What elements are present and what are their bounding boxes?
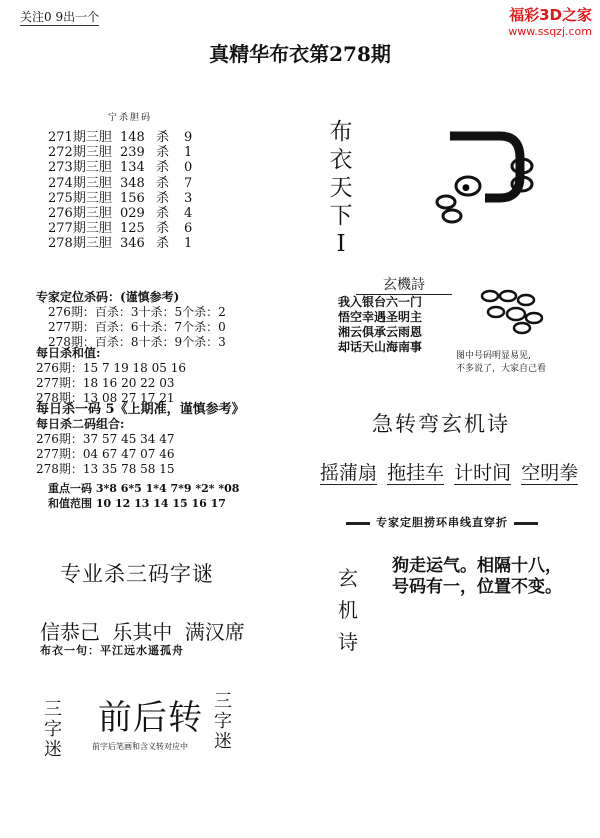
- three-dan-period: 278期三胆: [48, 236, 112, 252]
- poem-line: 却话天山海南事: [338, 340, 423, 354]
- image-note-line: 不多说了，大家自己看: [456, 364, 547, 374]
- three-dan-period: 276期三胆: [48, 206, 112, 222]
- dog-verse: [392, 556, 562, 598]
- xuanji-vertical: 玄机诗: [338, 566, 358, 654]
- three-dan-nums: 346: [120, 236, 145, 252]
- site-brand[interactable]: [508, 4, 592, 38]
- section-subtitle: 宁杀胆码: [108, 113, 153, 123]
- three-dan-row: [48, 236, 192, 251]
- daily-two-heading: 每日杀二码组合:: [36, 417, 125, 431]
- divider: [514, 522, 538, 525]
- key-one-line: 重点一码 3*8 6*5 1*4 7*9 *2* *08: [48, 482, 240, 495]
- three-dan-kill: 0: [184, 160, 193, 176]
- three-dan-row: [48, 130, 192, 145]
- three-dan-row: [48, 191, 192, 206]
- three-dan-nums: 134: [120, 160, 145, 176]
- poem-line: 我入银台六一门: [338, 295, 423, 309]
- image-note-line: 图中号码明显易见,: [456, 351, 531, 361]
- sum-range-line: 和值范围 10 12 13 14 15 16 17: [48, 497, 226, 510]
- san-zi-mi-left: 三字迷: [44, 699, 62, 760]
- three-dan-row: [48, 176, 192, 191]
- hook-digit-drawing-icon: [430, 128, 540, 228]
- poem-line: 悟空幸遇圣明主: [338, 310, 423, 324]
- page-title: 真精华布衣第278期: [209, 42, 391, 66]
- three-dan-row: [48, 145, 192, 160]
- three-dan-row: [48, 221, 192, 236]
- phrase: 计时间: [454, 462, 512, 484]
- divider: [346, 522, 370, 525]
- riddle-line: 信恭己 乐其中 满汉席: [40, 620, 245, 644]
- three-dan-nums: 125: [120, 221, 145, 237]
- dog-verse-line: 狗走运气。相隔十八，: [392, 556, 562, 576]
- expert-line: [340, 514, 544, 530]
- three-dan-period: 274期三胆: [48, 175, 112, 191]
- three-dan-kill-label: 杀: [156, 130, 170, 145]
- three-dan-kill: 1: [184, 145, 193, 161]
- san-zi-mi-right: 三字迷: [214, 691, 232, 752]
- three-dan-kill: 3: [184, 190, 193, 206]
- buyi-line: 布衣一句：平江远水遥孤舟: [40, 644, 184, 657]
- urgent-turn-poem-title: 急转弯玄机诗: [372, 412, 510, 436]
- expert-kill-row: 276期：百杀：3十杀：5个杀：2: [48, 305, 226, 319]
- three-dan-kill: 4: [184, 206, 193, 222]
- svg-text:●: ●: [462, 183, 470, 193]
- three-dan-kill-label: 杀: [156, 160, 170, 176]
- buyi-tianxia: 布衣天下I: [329, 119, 353, 257]
- three-dan-period: 273期三胆: [48, 160, 112, 176]
- three-dan-row: [48, 206, 192, 221]
- three-dan-kill-label: 杀: [156, 236, 170, 252]
- phrase: 拖挂车: [387, 462, 445, 484]
- three-dan-kill: 1: [184, 236, 193, 252]
- daily-sum-row: 278期：13 08 27 17 21: [36, 391, 175, 405]
- top-note: 关注0 9出一个: [20, 10, 100, 24]
- three-dan-row: [48, 160, 192, 175]
- poem-line: 湘云俱承云雨恩: [338, 325, 423, 339]
- three-dan-kill-label: 杀: [156, 221, 170, 237]
- poem-title: 玄機詩: [356, 274, 452, 295]
- three-dan-period: 272期三胆: [48, 145, 112, 161]
- daily-two-row: 277期：04 67 47 07 46: [36, 447, 175, 461]
- expert-kill-row: 278期：百杀：8十杀：9个杀：3: [48, 335, 226, 349]
- three-dan-period: 277期三胆: [48, 221, 112, 237]
- three-dan-kill: 7: [184, 175, 193, 191]
- brand-name[interactable]: 福彩3D之家: [509, 6, 592, 24]
- image-note: [456, 350, 546, 376]
- three-dan-period: 275期三胆: [48, 190, 112, 206]
- three-dan-kill-label: 杀: [156, 145, 170, 161]
- three-dan-kill-label: 杀: [156, 206, 170, 222]
- daily-sum-row: 276期：15 7 19 18 05 16: [36, 361, 186, 375]
- brand-url[interactable]: www.ssqzj.com: [508, 25, 592, 38]
- expert-kill-row: 277期：百杀：6十杀：7个杀：0: [48, 320, 226, 334]
- daily-one-block: [36, 402, 245, 511]
- three-dan-kill-label: 杀: [156, 175, 170, 191]
- qian-hou-zhuan: 前后转: [98, 698, 203, 738]
- three-dan-nums: 156: [120, 190, 145, 206]
- qian-hou-zhuan-note: 前字后笔画和含义转对应中: [92, 742, 188, 751]
- daily-one-heading: 每日杀一码 5《上期准，谨慎参考》: [36, 402, 245, 417]
- three-dan-nums: 348: [120, 175, 145, 191]
- expert-kill-block: [36, 290, 226, 350]
- daily-two-row: 276期：37 57 45 34 47: [36, 432, 175, 446]
- xuanji-poem-box: [338, 274, 470, 355]
- coin-cluster-drawing-icon: [476, 286, 548, 336]
- phrase: 摇蒲扇: [320, 462, 378, 484]
- three-dan-nums: 239: [120, 145, 145, 161]
- daily-sum-row: 277期：18 16 20 22 03: [36, 376, 175, 390]
- three-dan-nums: 029: [120, 206, 145, 222]
- daily-sum-heading: 每日杀和值:: [36, 346, 101, 360]
- daily-two-row: 278期：13 35 78 58 15: [36, 462, 175, 476]
- three-dan-list: [48, 130, 192, 252]
- expert-kill-heading: 专家定位杀码：(谨慎参考): [36, 290, 180, 304]
- three-dan-kill: 9: [184, 130, 193, 145]
- three-dan-nums: 148: [120, 130, 145, 145]
- dog-verse-line: 号码有一，位置不变。: [392, 577, 562, 597]
- three-dan-kill-label: 杀: [156, 190, 170, 206]
- three-dan-kill: 6: [184, 221, 193, 237]
- daily-sum-block: [36, 346, 186, 406]
- expert-line-text: 专家定胆捞环串线直穿折: [376, 516, 508, 529]
- riddle-phrases: [320, 458, 578, 485]
- three-dan-period: 271期三胆: [48, 130, 112, 145]
- kill-three-title: 专业杀三码字谜: [60, 562, 214, 586]
- phrase: 空明拳: [521, 462, 579, 484]
